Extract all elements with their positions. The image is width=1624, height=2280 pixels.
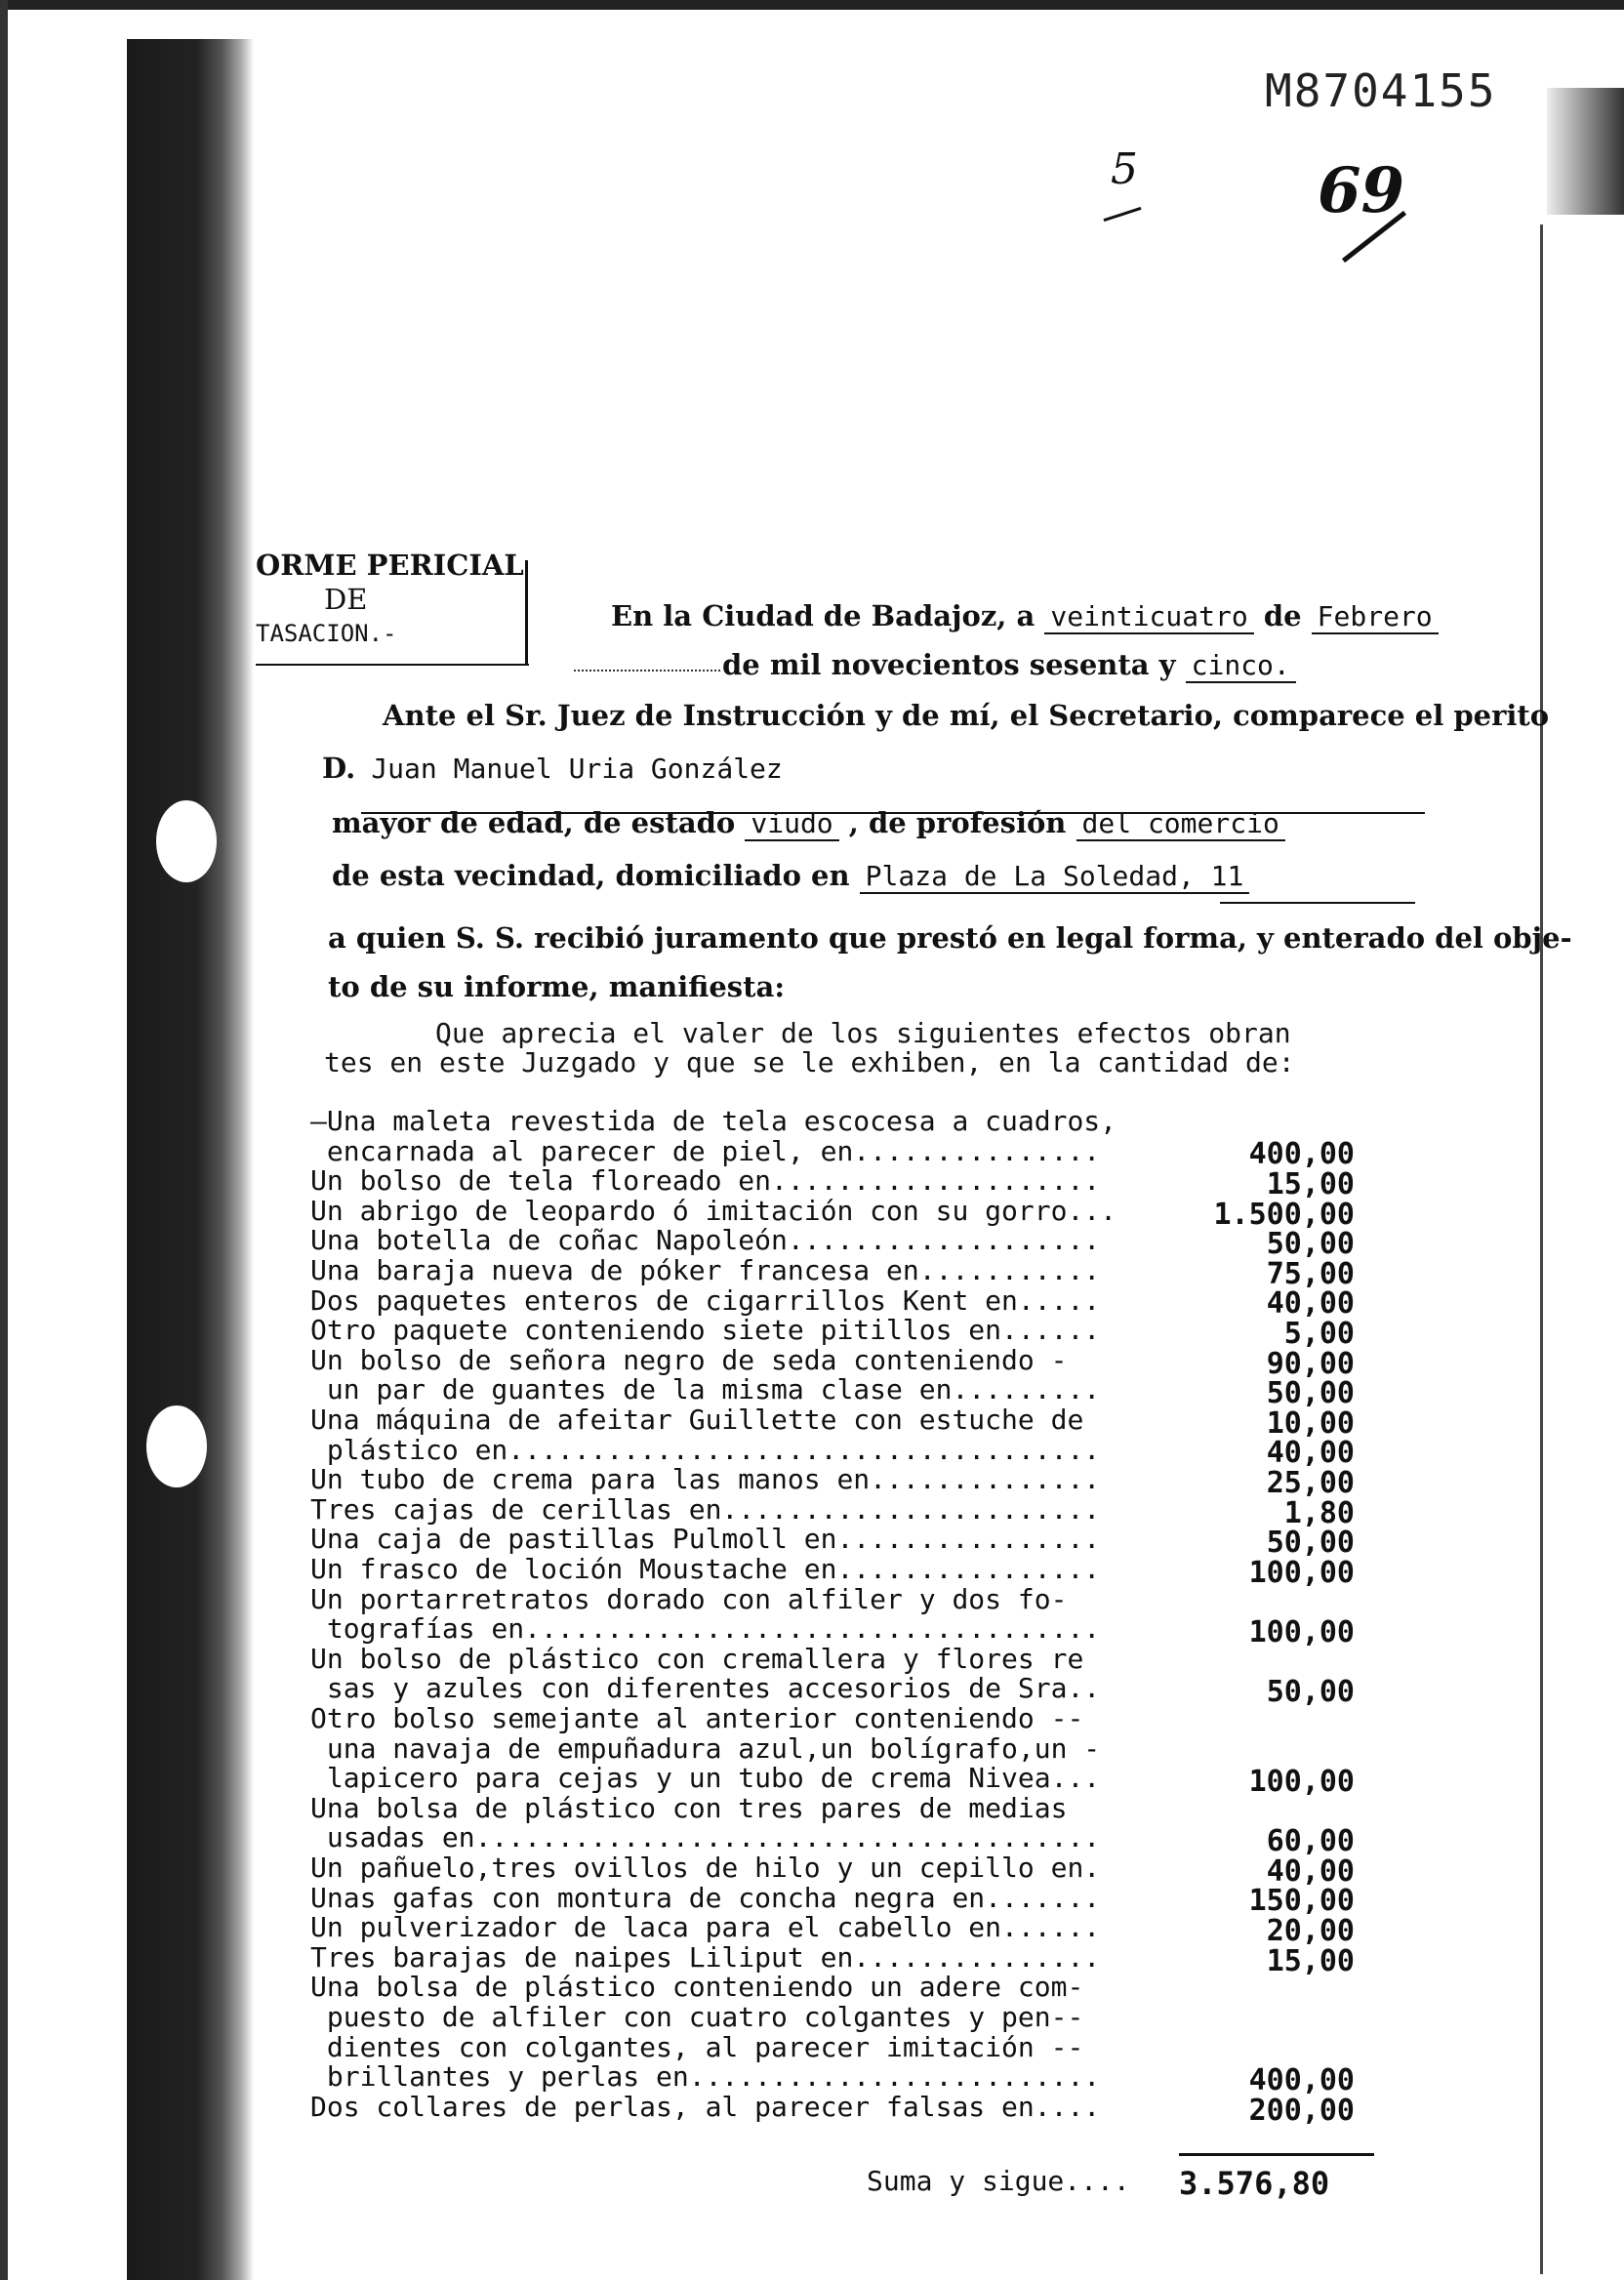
appearance-line-5: a quien S. S. recibió juramento que prestó en legal forma, y enterado del obje- [328, 921, 1572, 955]
item-line: Otro bolso semejante al anterior conteniendo -- [310, 1702, 1084, 1734]
appearance-line-3 [332, 806, 1285, 839]
item-line: encarnada al parecer de piel, en............... [310, 1134, 1101, 1167]
item-value: 100,00 [1248, 1615, 1355, 1649]
intro-line-2: tes en este Juzgado y que se le exhiben, en la cantidad de: [324, 1046, 1295, 1079]
item-line: Un pulverizador de laca para el cabello en...... [310, 1911, 1101, 1944]
doc-type-line2: DE [324, 583, 368, 616]
item-line: tografías en................................... [310, 1612, 1101, 1646]
doc-type-line3: TASACION.- [256, 620, 397, 647]
item-line: brillantes y perlas en......................... [310, 2060, 1101, 2094]
punch-hole-bottom [146, 1405, 207, 1487]
item-line: Una bolsa de plástico conteniendo un adere com- [310, 1971, 1084, 2004]
item-line: dientes con colgantes, al parecer imitación -- [310, 2030, 1084, 2063]
appearance-line-6: to de su informe, manifiesta: [328, 970, 786, 1003]
appearance-line-1: Ante el Sr. Juez de Instrucción y de mí, el Secretario, comparece el perito [383, 699, 1550, 732]
item-line: Una máquina de afeitar Guillette con estuche de [310, 1404, 1084, 1436]
item-value: 5,00 [1283, 1317, 1355, 1351]
item-line: Dos collares de perlas, al parecer falsas en.... [310, 2090, 1101, 2123]
item-value: 50,00 [1266, 1526, 1355, 1561]
total-value: 3.576,80 [1179, 2165, 1330, 2202]
item-line: Unas gafas con montura de concha negra en....... [310, 1881, 1101, 1914]
label-box-underline [256, 664, 529, 666]
item-value: 15,00 [1266, 1943, 1355, 1978]
item-line: Un abrigo de leopardo ó imitación con su gorro... [310, 1194, 1117, 1227]
scan-border-left [0, 0, 8, 2280]
item-line: Un tubo de crema para las manos en.............. [310, 1463, 1101, 1496]
scan-edge-right [1547, 88, 1624, 215]
item-value: 10,00 [1266, 1405, 1355, 1441]
appearance-line-2 [322, 752, 789, 785]
perito-title: D. [322, 752, 356, 785]
item-value: 40,00 [1266, 1286, 1355, 1322]
item-value: 100,00 [1248, 1555, 1355, 1590]
item-value: 150,00 [1248, 1884, 1355, 1919]
item-value: 50,00 [1266, 1227, 1355, 1262]
date-year: cinco. [1186, 649, 1296, 683]
item-line: —Una maleta revestida de tela escocesa a cuadros, [310, 1105, 1117, 1137]
item-value: 400,00 [1248, 2063, 1355, 2097]
handwritten-mark-5: 5 [1111, 144, 1138, 194]
item-value: 15,00 [1266, 1167, 1355, 1201]
domicilio-underline [1220, 902, 1415, 904]
header-line-1 [611, 599, 1439, 632]
estado-value: viudo [745, 807, 838, 841]
item-line: Un pañuelo,tres ovillos de hilo y un cepillo en. [310, 1852, 1101, 1884]
item-line: usadas en...................................... [310, 1821, 1101, 1854]
item-value: 40,00 [1266, 1436, 1355, 1471]
archive-stamp-number: M8704155 [1265, 64, 1497, 117]
item-value: 40,00 [1266, 1853, 1355, 1889]
item-line: Una botella de coñac Napoleón................... [310, 1224, 1101, 1257]
item-value: 75,00 [1266, 1256, 1355, 1291]
appearance-line-4 [332, 859, 1249, 892]
item-value: 60,00 [1266, 1824, 1355, 1859]
domicilio-value: Plaza de La Soledad, 11 [860, 860, 1250, 894]
item-line: Un bolso de señora negro de seda conteniendo - [310, 1343, 1068, 1376]
item-value: 20,00 [1266, 1914, 1355, 1948]
item-line: Una caja de pastillas Pulmoll en................ [310, 1523, 1101, 1556]
item-line: lapicero para cejas y un tubo de crema Nivea... [310, 1762, 1101, 1795]
item-line: Un frasco de loción Moustache en................ [310, 1553, 1101, 1585]
item-line: sas y azules con diferentes accesorios de Sra.. [310, 1672, 1101, 1705]
item-line: Un portarretratos dorado con alfiler y dos fo- [310, 1582, 1068, 1615]
item-line: puesto de alfiler con cuatro colgantes y pen-- [310, 2001, 1084, 2033]
item-line: Una baraja nueva de póker francesa en........... [310, 1254, 1101, 1286]
item-value: 50,00 [1266, 1376, 1355, 1411]
domicilio-prefix: de esta vecindad, domiciliado en [332, 859, 850, 892]
item-line: Tres cajas de cerillas en....................... [310, 1492, 1101, 1526]
header-year-prefix: de mil novecientos sesenta y [722, 648, 1176, 681]
item-line: un par de guantes de la misma clase en......... [310, 1373, 1101, 1406]
item-line: una navaja de empuñadura azul,un bolígrafo,un - [310, 1731, 1101, 1765]
punch-hole-top [156, 800, 217, 882]
profesion-value: del comercio [1076, 807, 1285, 841]
item-line: plástico en.................................... [310, 1433, 1101, 1466]
scan-border-top [0, 0, 1624, 10]
header-de: de [1263, 599, 1302, 632]
perito-name: Juan Manuel Uria González [371, 753, 783, 785]
item-value: 90,00 [1266, 1346, 1355, 1381]
header-prefix: En la Ciudad de Badajoz, a [611, 599, 1035, 632]
dotted-leader [574, 670, 720, 672]
item-value: 1,80 [1283, 1495, 1355, 1530]
item-line: Dos paquetes enteros de cigarrillos Kent en..... [310, 1283, 1101, 1317]
profesion-prefix: , de profesión [848, 806, 1067, 839]
binding-shadow [127, 39, 254, 2280]
intro-line-1: Que aprecia el valer de los siguientes efectos obran [435, 1017, 1291, 1049]
header-line-2 [722, 648, 1296, 681]
item-value: 25,00 [1266, 1466, 1355, 1500]
date-day: veinticuatro [1044, 600, 1253, 634]
item-line: Tres barajas de naipes Liliput en............... [310, 1940, 1101, 1974]
handwritten-folio-number: 69 [1318, 154, 1405, 227]
item-value: 50,00 [1266, 1675, 1355, 1710]
label-box-divider [525, 560, 528, 666]
item-value: 200,00 [1248, 2093, 1355, 2128]
estado-prefix: mayor de edad, de estado [332, 806, 736, 839]
doc-type-line1: ORME PERICIAL [256, 549, 524, 582]
total-rule [1179, 2153, 1374, 2156]
total-label: Suma y sigue.... [867, 2165, 1130, 2197]
handwritten-stroke [1104, 207, 1142, 222]
document-type-label [256, 549, 529, 666]
item-value: 100,00 [1248, 1765, 1355, 1799]
scan-edge-line [1540, 224, 1543, 2274]
item-line: Un bolso de plástico con cremallera y flores re [310, 1642, 1084, 1675]
item-line: Otro paquete conteniendo siete pitillos en...... [310, 1314, 1101, 1347]
item-value: 1.500,00 [1213, 1197, 1355, 1232]
item-value: 400,00 [1248, 1137, 1355, 1172]
item-line: Una bolsa de plástico con tres pares de medias [310, 1791, 1068, 1824]
date-month: Febrero [1312, 600, 1439, 634]
item-line: Un bolso de tela floreado en.................... [310, 1164, 1101, 1198]
